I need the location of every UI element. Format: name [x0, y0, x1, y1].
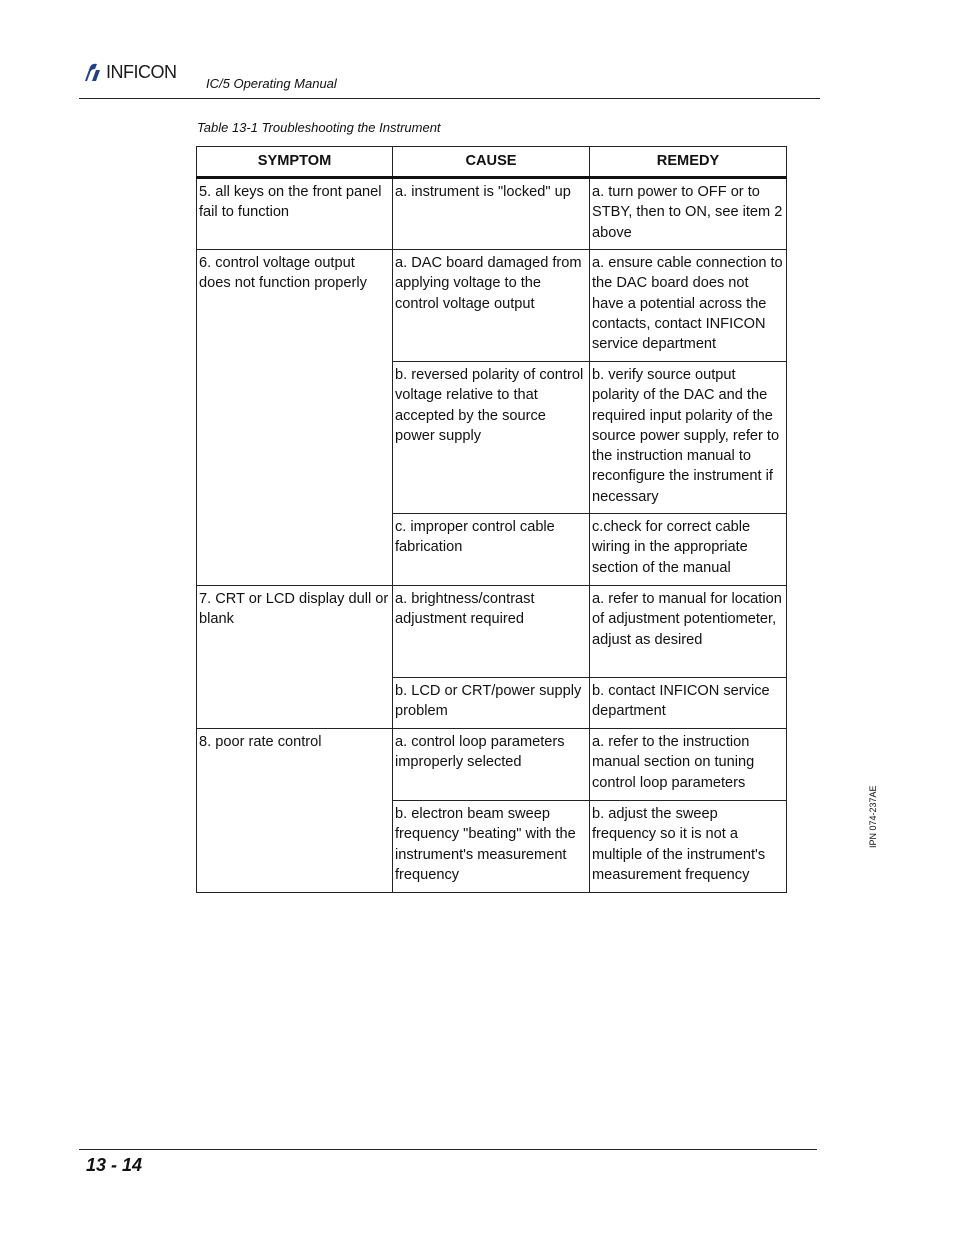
cause-cell: b. electron beam sweep frequency "beating" with the instrument's measurement frequency: [393, 801, 590, 893]
inficon-logo: [82, 60, 177, 84]
symptom-cell: 7. CRT or LCD display dull or blank: [197, 586, 393, 729]
troubleshooting-table: [196, 146, 787, 893]
table-row: [197, 586, 787, 678]
remedy-cell: b. adjust the sweep frequency so it is not a multiple of the instrument's measurement frequency: [590, 801, 787, 893]
table-header-row: [197, 147, 787, 178]
cause-cell: b. reversed polarity of control voltage relative to that accepted by the source power supply: [393, 362, 590, 514]
remedy-cell: a. refer to the instruction manual section on tuning control loop parameters: [590, 729, 787, 801]
cause-cell: a. control loop parameters improperly selected: [393, 729, 590, 801]
remedy-cell: a. refer to manual for location of adjustment potentiometer, adjust as desired: [590, 586, 787, 678]
remedy-cell: c.check for correct cable wiring in the appropriate section of the manual: [590, 514, 787, 586]
cause-cell: a. brightness/contrast adjustment required: [393, 586, 590, 678]
table-caption: Table 13-1 Troubleshooting the Instrument: [197, 120, 441, 135]
remedy-cell: a. ensure cable connection to the DAC board does not have a potential across the contacts, contact INFICON service department: [590, 250, 787, 362]
remedy-cell: b. verify source output polarity of the DAC and the required input polarity of the source power supply, refer to the instruction manual to reconfigure the instrument if necessary: [590, 362, 787, 514]
symptom-cell: 8. poor rate control: [197, 729, 393, 893]
remedy-cell: a. turn power to OFF or to STBY, then to ON, see item 2 above: [590, 178, 787, 250]
table-row: [197, 178, 787, 250]
remedy-cell: b. contact INFICON service department: [590, 678, 787, 729]
footer-divider: [79, 1149, 817, 1150]
inficon-logo-mark-icon: [82, 61, 104, 83]
cause-cell: a. DAC board damaged from applying voltage to the control voltage output: [393, 250, 590, 362]
symptom-cell: 5. all keys on the front panel fail to function: [197, 178, 393, 250]
logo-text: INFICON: [106, 61, 177, 82]
column-header-symptom: SYMPTOM: [197, 147, 393, 178]
cause-cell: b. LCD or CRT/power supply problem: [393, 678, 590, 729]
table-row: [197, 729, 787, 801]
symptom-cell: 6. control voltage output does not function properly: [197, 250, 393, 586]
column-header-cause: CAUSE: [393, 147, 590, 178]
table-row: [197, 250, 787, 362]
header-divider: [79, 98, 820, 99]
page-number: 13 - 14: [86, 1155, 143, 1175]
cause-cell: a. instrument is "locked" up: [393, 178, 590, 250]
manual-title: IC/5 Operating Manual: [206, 76, 337, 91]
cause-cell: c. improper control cable fabrication: [393, 514, 590, 586]
document-code: IPN 074-237AE: [868, 785, 878, 848]
column-header-remedy: REMEDY: [590, 147, 787, 178]
